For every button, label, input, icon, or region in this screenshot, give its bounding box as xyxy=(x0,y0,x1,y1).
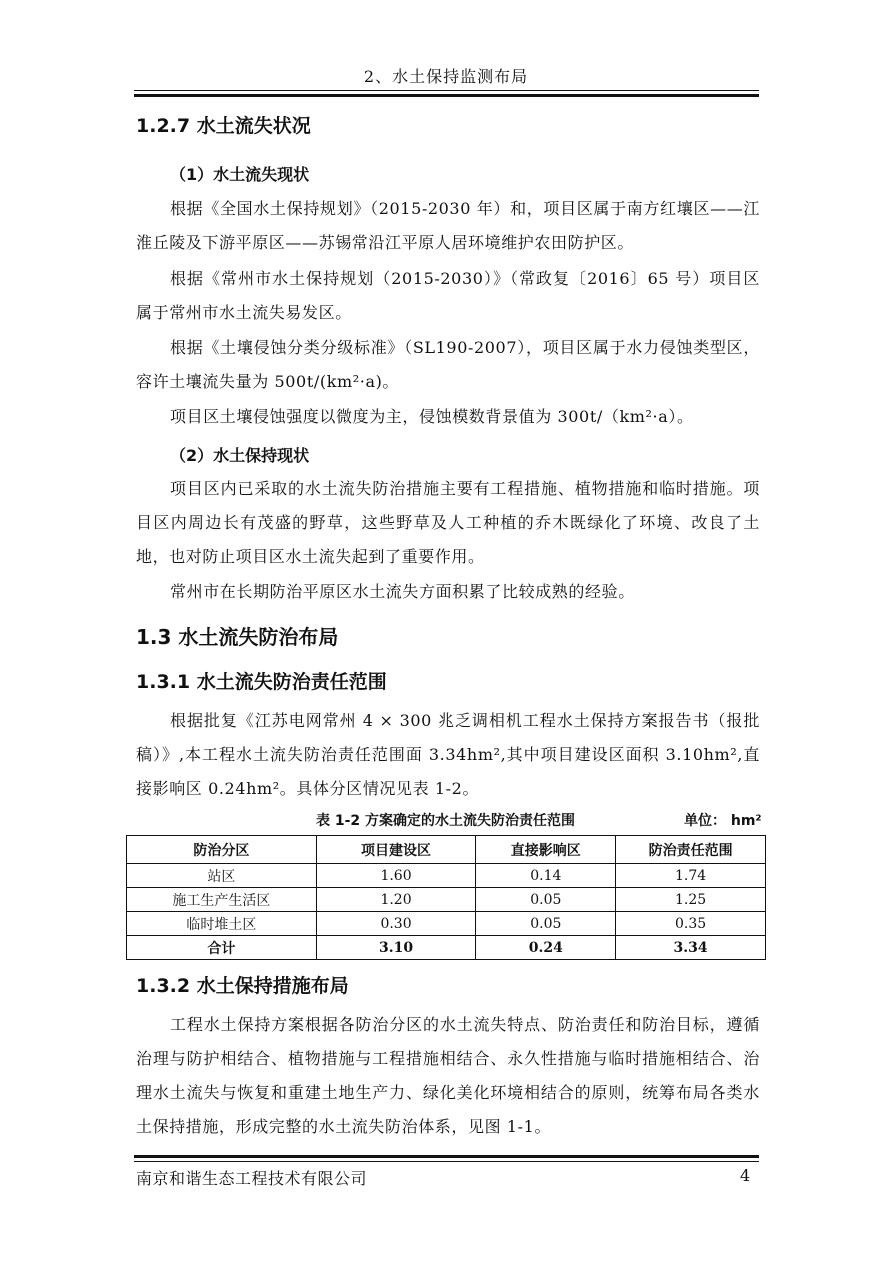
header-rule-thick xyxy=(134,94,759,97)
table-cell: 0.05 xyxy=(476,888,616,912)
table-cell: 1.25 xyxy=(616,888,766,912)
table-cell: 0.30 xyxy=(316,912,476,936)
paragraph-national-plan: 根据《全国水土保持规划》（2015-2030 年）和，项目区属于南方红壤区——江淮丘陵及下游平原区——苏锡常沿江平原人居环境维护农田防护区。 xyxy=(136,199,760,252)
table-total-row xyxy=(127,936,766,960)
table-cell: 1.60 xyxy=(316,864,476,888)
header-rule-thin xyxy=(134,90,759,91)
paragraph-measures-layout: 工程水土保持方案根据各防治分区的水土流失特点、防治责任和防治目标，遵循治理与防护相结合、植物措施与工程措施相结合、永久性措施与临时措施相结合、治理水土流失与恢复和重建土地生产力、绿化美化环境相结合的原则，统筹布局各类水土保持措施，形成完整的水土流失防治体系，见图 1-1。 xyxy=(136,1015,760,1136)
table-cell: 施工生产生活区 xyxy=(127,888,317,912)
table-row xyxy=(127,888,766,912)
table-header-row xyxy=(127,836,766,864)
paragraph-classification-standard: 根据《土壤侵蚀分类分级标准》（SL190-2007），项目区属于水力侵蚀类型区，容许土壤流失量为 500t/(km²·a)。 xyxy=(136,338,760,391)
table-cell: 站区 xyxy=(127,864,317,888)
table-header-cell: 直接影响区 xyxy=(476,836,616,864)
table-cell: 1.20 xyxy=(316,888,476,912)
table-cell: 3.34 xyxy=(616,936,766,960)
running-header: 2、水土保持监测布局 xyxy=(363,67,529,86)
paragraph-erosion-intensity: 项目区土壤侵蚀强度以微度为主，侵蚀模数背景值为 300t/（km²·a）。 xyxy=(170,407,694,426)
subheading-erosion-status: （1）水土流失现状 xyxy=(170,165,310,184)
subheading-conservation-status: （2）水土保持现状 xyxy=(170,446,310,465)
table-cell: 0.14 xyxy=(476,864,616,888)
table-cell: 0.05 xyxy=(476,912,616,936)
responsibility-table xyxy=(126,835,766,960)
table-cell: 0.35 xyxy=(616,912,766,936)
footer-rule-thick xyxy=(134,1155,759,1158)
section-heading-1-2-7: 1.2.7 水土流失状况 xyxy=(136,115,311,137)
section-heading-1-3: 1.3 水土流失防治布局 xyxy=(136,625,339,649)
table-header-cell: 防治分区 xyxy=(127,836,317,864)
table-unit: 单位： hm² xyxy=(684,813,762,829)
table-header-cell: 项目建设区 xyxy=(316,836,476,864)
paragraph-city-plan: 根据《常州市水土保持规划（2015-2030）》（常政复〔2016〕65 号）项目区属于常州市水土流失易发区。 xyxy=(136,269,760,322)
paragraph-experience: 常州市在长期防治平原区水土流失方面积累了比较成熟的经验。 xyxy=(170,582,635,601)
table-cell: 1.74 xyxy=(616,864,766,888)
table-header-cell: 防治责任范围 xyxy=(616,836,766,864)
table-cell: 合计 xyxy=(127,936,317,960)
table-caption: 表 1-2 方案确定的水土流失防治责任范围 xyxy=(316,813,576,829)
table-row xyxy=(127,912,766,936)
footer-rule-thin xyxy=(134,1161,759,1162)
table-cell: 临时堆土区 xyxy=(127,912,317,936)
table-row xyxy=(127,864,766,888)
table-cell: 3.10 xyxy=(316,936,476,960)
section-heading-1-3-2: 1.3.2 水土保持措施布局 xyxy=(136,975,349,997)
footer-organization: 南京和谐生态工程技术有限公司 xyxy=(136,1169,368,1188)
paragraph-approval: 根据批复《江苏电网常州 4 × 300 兆乏调相机工程水土保持方案报告书（报批稿）》,本工程水土流失防治责任范围面 3.34hm²,其中项目建设区面积 3.10hm²,直接影响区 0.24hm²。具体分区情况见表 1-2。 xyxy=(136,711,760,798)
paragraph-existing-measures: 项目区内已采取的水土流失防治措施主要有工程措施、植物措施和临时措施。项目区内周边长有茂盛的野草，这些野草及人工种植的乔木既绿化了环境、改良了土地，也对防止项目区水土流失起到了重要作用。 xyxy=(136,479,760,566)
section-heading-1-3-1: 1.3.1 水土流失防治责任范围 xyxy=(136,671,387,693)
table-cell: 0.24 xyxy=(476,936,616,960)
page-number: 4 xyxy=(740,1166,751,1185)
